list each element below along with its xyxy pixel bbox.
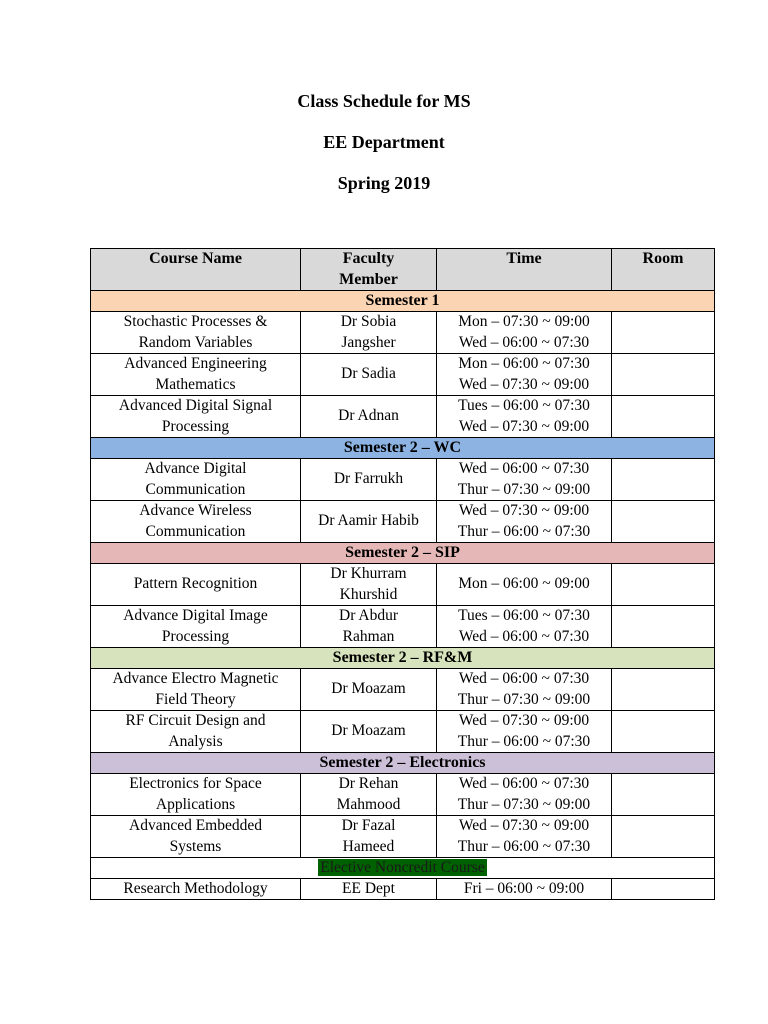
course-cell-line: Random Variables [138,333,253,351]
faculty-cell-line: Dr Moazam [331,722,406,740]
course-cell-line: Advance Electro Magnetic [112,670,279,687]
header-room: Room [612,249,715,291]
section-header-row [91,753,715,774]
section-header: Semester 2 – SIP [91,543,715,564]
course-cell [91,564,301,606]
table-row [91,774,715,816]
time-cell-line: Thur – 07:30 ~ 09:00 [457,795,591,813]
course-cell-line: Processing [161,627,230,645]
section-header: Semester 2 – Electronics [91,753,715,774]
course-cell-line: Pattern Recognition [133,575,258,593]
elective-label: Elective Noncredit Course [320,859,485,876]
course-cell-line: Applications [155,795,236,813]
room-cell [612,312,715,354]
faculty-cell-line: EE Dept [342,880,395,897]
time-cell-line: Wed – 06:00 ~ 07:30 [458,460,590,477]
time-cell [437,879,612,900]
time-cell-line: Mon – 07:30 ~ 09:00 [458,313,590,330]
room-cell [612,669,715,711]
time-cell [437,816,612,858]
course-cell-line: Systems [169,837,222,855]
section-header-row [91,291,715,312]
course-cell [91,606,301,648]
faculty-cell [301,459,437,501]
faculty-cell-line: Dr Aamir Habib [318,512,419,530]
course-cell-line: Advanced Engineering [124,355,267,372]
faculty-cell [301,606,437,648]
faculty-cell [301,774,437,816]
faculty-cell-line: Dr Rehan [338,775,399,792]
time-cell-line: Wed – 06:00 ~ 07:30 [458,627,590,645]
section-header-row [91,438,715,459]
table-row [91,501,715,543]
course-cell-line: RF Circuit Design and [125,712,266,729]
department-title: EE Department [323,132,445,152]
document-title: Class Schedule for MS [297,91,471,111]
time-cell [437,459,612,501]
faculty-cell-line: Dr Adnan [338,407,399,425]
course-cell-line: Processing [161,417,230,435]
faculty-cell-line: Hameed [342,837,395,855]
time-cell-line: Thur – 07:30 ~ 09:00 [457,480,591,498]
time-cell-line: Wed – 07:30 ~ 09:00 [458,417,590,435]
section-header: Semester 1 [91,291,715,312]
header-faculty [301,249,437,291]
table-row [91,564,715,606]
time-cell-line: Tues – 06:00 ~ 07:30 [458,397,590,414]
course-cell [91,711,301,753]
faculty-cell [301,816,437,858]
course-cell-line: Advanced Digital Signal [118,397,273,414]
time-cell [437,606,612,648]
course-cell-line: Mathematics [155,375,236,393]
room-cell [612,816,715,858]
time-cell [437,312,612,354]
time-cell [437,711,612,753]
table-row [91,711,715,753]
time-cell [437,564,612,606]
faculty-cell [301,354,437,396]
schedule-body [91,291,715,900]
course-cell-line: Advance Digital [144,460,247,477]
course-cell [91,312,301,354]
faculty-cell-line: Dr Moazam [331,680,406,698]
faculty-cell-line: Dr Fazal [341,817,396,834]
table-row [91,606,715,648]
time-cell [437,396,612,438]
table-row [91,879,715,900]
course-cell-line: Stochastic Processes & [123,313,268,330]
header-course: Course Name [91,249,301,291]
table-row [91,459,715,501]
table-row [91,816,715,858]
room-cell [612,501,715,543]
section-header: Semester 2 – WC [91,438,715,459]
room-cell [612,606,715,648]
faculty-cell [301,669,437,711]
time-cell [437,669,612,711]
time-cell [437,354,612,396]
faculty-cell-line: Jangsher [341,333,396,351]
course-cell [91,501,301,543]
table-row [91,669,715,711]
faculty-cell-line: Mahmood [336,795,401,813]
room-cell [612,459,715,501]
faculty-cell [301,501,437,543]
faculty-cell-line: Dr Khurram [330,565,407,582]
table-row [91,312,715,354]
time-cell-line: Wed – 06:00 ~ 07:30 [458,333,590,351]
course-cell [91,879,301,900]
faculty-cell-line: Dr Sobia [340,313,397,330]
room-cell [612,354,715,396]
course-cell-line: Advanced Embedded [129,817,262,834]
faculty-cell [301,312,437,354]
table-row [91,396,715,438]
time-cell [437,774,612,816]
faculty-cell [301,396,437,438]
course-cell [91,396,301,438]
term-title: Spring 2019 [337,173,431,193]
faculty-cell [301,711,437,753]
course-cell [91,354,301,396]
room-cell [612,396,715,438]
faculty-cell-line: Dr Farrukh [333,470,404,488]
header-time: Time [437,249,612,291]
header-row [91,249,715,291]
header-faculty-line1: Faculty [342,250,395,267]
section-header-row [91,648,715,669]
time-cell-line: Thur – 06:00 ~ 07:30 [457,837,591,855]
course-cell [91,459,301,501]
document-header [0,88,768,211]
time-cell-line: Mon – 06:00 ~ 07:30 [458,355,590,372]
time-cell-line: Wed – 07:30 ~ 09:00 [458,502,590,519]
course-cell-line: Communication [145,522,246,540]
time-cell-line: Fri – 06:00 ~ 09:00 [463,880,585,897]
elective-header-row [91,858,715,879]
time-cell-line: Wed – 06:00 ~ 07:30 [458,670,590,687]
time-cell-line: Wed – 07:30 ~ 09:00 [458,375,590,393]
time-cell-line: Thur – 06:00 ~ 07:30 [457,522,591,540]
time-cell-line: Thur – 07:30 ~ 09:00 [457,690,591,708]
time-cell-line: Wed – 07:30 ~ 09:00 [458,712,590,729]
table-row [91,354,715,396]
faculty-cell-line: Dr Abdur [339,607,398,624]
course-cell-line: Research Methodology [123,880,268,897]
header-faculty-line2: Member [339,270,398,288]
faculty-cell-line: Dr Sadia [341,365,396,383]
course-cell-line: Advance Digital Image [123,607,268,624]
course-cell [91,816,301,858]
room-cell [612,879,715,900]
room-cell [612,564,715,606]
time-cell-line: Thur – 06:00 ~ 07:30 [457,732,591,750]
course-cell-line: Communication [145,480,246,498]
time-cell-line: Wed – 07:30 ~ 09:00 [458,817,590,834]
course-cell [91,774,301,816]
course-cell-line: Analysis [168,732,223,750]
faculty-cell [301,879,437,900]
faculty-cell-line: Khurshid [339,585,398,603]
course-cell-line: Field Theory [155,690,236,708]
faculty-cell-line: Rahman [342,627,395,645]
course-cell-line: Electronics for Space [129,775,262,792]
time-cell-line: Tues – 06:00 ~ 07:30 [458,607,590,624]
course-cell-line: Advance Wireless [139,502,252,519]
section-header-row [91,543,715,564]
section-header: Semester 2 – RF&M [91,648,715,669]
faculty-cell [301,564,437,606]
course-cell [91,669,301,711]
time-cell [437,501,612,543]
time-cell-line: Mon – 06:00 ~ 09:00 [458,575,590,593]
room-cell [612,774,715,816]
time-cell-line: Wed – 06:00 ~ 07:30 [458,775,590,792]
room-cell [612,711,715,753]
schedule-table [90,248,715,900]
elective-header [91,858,715,879]
